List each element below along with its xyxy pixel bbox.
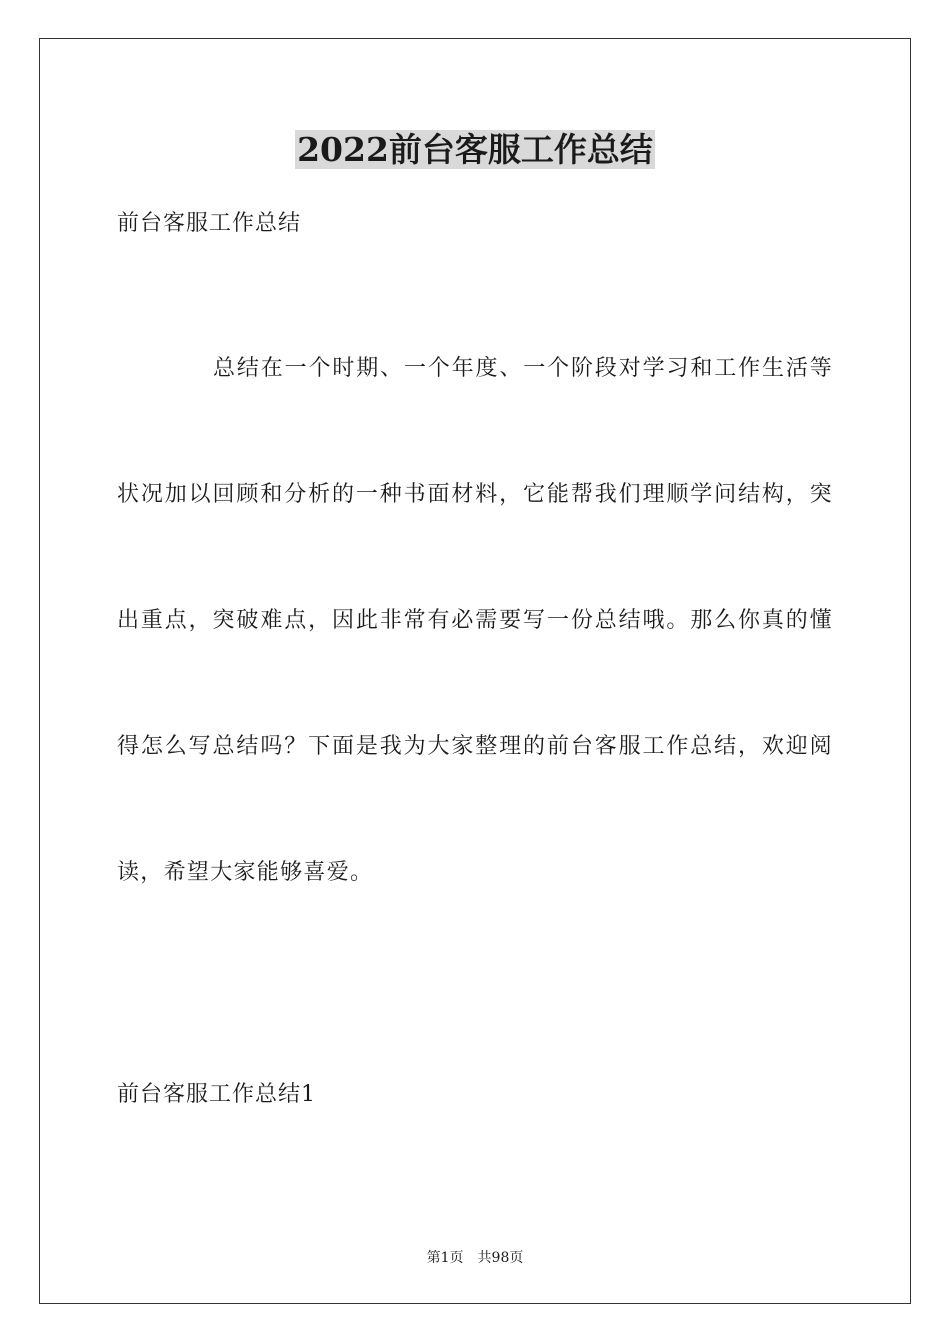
page-number: 第1页 <box>426 1250 464 1266</box>
page-total: 共98页 <box>477 1250 524 1266</box>
section-heading: 前台客服工作总结1 <box>117 1082 316 1107</box>
document-title <box>0 128 950 172</box>
intro-paragraph: 总结在一个时期、一个年度、一个阶段对学习和工作生活等状况加以回顾和分析的一种书面材料，它能帮我们理顺学问结构，突出重点，突破难点，因此非常有必需要写一份总结哦。那么你真的懂得怎么写总结吗？下面是我为大家整理的前台客服工作总结，欢迎阅读，希望大家能够喜爱。 <box>117 356 833 885</box>
document-subtitle: 前台客服工作总结 <box>117 211 302 236</box>
page-footer <box>0 1248 950 1268</box>
document-title-text: 2022前台客服工作总结 <box>297 130 653 169</box>
